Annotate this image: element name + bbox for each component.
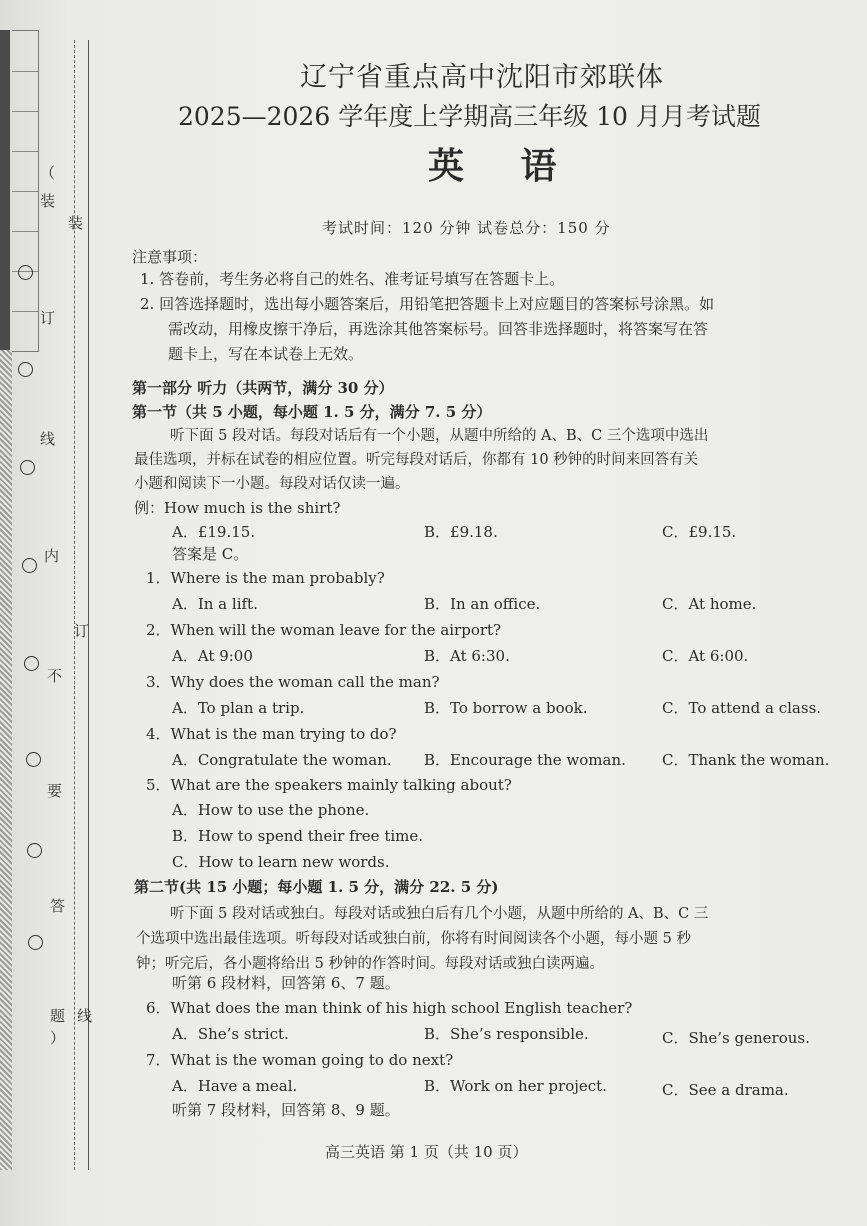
binding-solid-line: [88, 40, 89, 1170]
binding-hole-icon: [18, 362, 33, 377]
notice-item: 需改动，用橡皮擦干净后，再选涂其他答案标号。回答非选择题时，将答案写在答: [168, 320, 709, 338]
binding-hole-icon: [22, 558, 37, 573]
notice-heading: 注意事项：: [132, 248, 208, 266]
binding-char: 线: [40, 430, 56, 448]
question: 3．Why does the woman call the man?: [146, 673, 440, 691]
binding-char: 装: [68, 214, 84, 232]
notice-item: 题卡上，写在本试卷上无效。: [168, 345, 364, 363]
example-answer: 答案是 C。: [172, 545, 249, 563]
notice-item: 1. 答卷前，考生务必将自己的姓名、准考证号填写在答题卡上。: [140, 270, 565, 288]
section-intro: 最佳选项，并标在试卷的相应位置。听完每段对话后，你都有 10 秒钟的时间来回答有关: [134, 452, 699, 468]
option-a: A．To plan a trip.: [172, 699, 305, 717]
option-a: A．In a lift.: [172, 595, 258, 613]
subject-title: 英 语: [428, 145, 579, 187]
option-a: A．£19.15.: [172, 523, 256, 541]
section-heading: 第二节(共 15 小题；每小题 1. 5 分，满分 22. 5 分): [134, 878, 499, 896]
option-c: C．How to learn new words.: [172, 853, 390, 871]
binding-char: （: [40, 164, 56, 182]
question: 7．What is the woman going to do next?: [146, 1051, 454, 1069]
option-c: C．To attend a class.: [662, 699, 822, 717]
option-a: A．At 9:00: [172, 647, 253, 665]
question: 1．Where is the man probably?: [146, 569, 385, 587]
binding-char: 线: [77, 1007, 93, 1025]
section-intro: 听下面 5 段对话或独白。每段对话或独白后有几个小题，从题中所给的 A、B、C 三: [170, 906, 709, 922]
exam-title-line2: 2025—2026 学年度上学期高三年级 10 月月考试题: [178, 102, 761, 131]
section-heading: 第一节（共 5 小题，每小题 1. 5 分，满分 7. 5 分）: [132, 403, 492, 421]
option-b: B．Work on her project.: [424, 1077, 607, 1095]
binding-hole-icon: [20, 460, 35, 475]
option-a: A．She’s strict.: [172, 1025, 289, 1043]
option-c: C．She’s generous.: [662, 1029, 810, 1047]
binding-dashed-line: [74, 40, 75, 1170]
binding-hole-icon: [24, 656, 39, 671]
part-heading: 第一部分 听力（共两节，满分 30 分）: [132, 379, 394, 397]
option-a: A．Have a meal.: [172, 1077, 298, 1095]
option-a: A．Congratulate the woman.: [172, 751, 392, 769]
material-note: 听第 7 段材料，回答第 8、9 题。: [172, 1101, 400, 1119]
binding-char: 不: [47, 667, 63, 685]
question: 6．What does the man think of his high school English teacher?: [146, 999, 633, 1017]
binding-char: 答: [50, 897, 66, 915]
page-footer: 高三英语 第 1 页（共 10 页）: [325, 1143, 528, 1161]
question: 2．When will the woman leave for the airport?: [146, 621, 502, 639]
binding-char: ）: [50, 1029, 66, 1047]
binding-hole-icon: [27, 843, 42, 858]
question: 4．What is the man trying to do?: [146, 725, 397, 743]
example-question: 例：How much is the shirt?: [134, 499, 341, 517]
section-intro: 个选项中选出最佳选项。听每段对话或独白前，你将有时间阅读各个小题，每小题 5 秒: [136, 931, 691, 947]
binding-hole-icon: [18, 265, 33, 280]
section-intro: 听下面 5 段对话。每段对话后有一个小题，从题中所给的 A、B、C 三个选项中选出: [170, 428, 709, 444]
option-b: B．At 6:30.: [424, 647, 510, 665]
binding-hole-icon: [26, 752, 41, 767]
binding-hole-icon: [28, 935, 43, 950]
binding-char: 订: [74, 622, 90, 640]
option-c: C．Thank the woman.: [662, 751, 830, 769]
binding-grid: [12, 30, 39, 352]
option-a: A．How to use the phone.: [172, 801, 370, 819]
question: 5．What are the speakers mainly talking about?: [146, 776, 512, 794]
material-note: 听第 6 段材料，回答第 6、7 题。: [172, 974, 400, 992]
option-c: C．At 6:00.: [662, 647, 749, 665]
notice-item: 2. 回答选择题时，选出每小题答案后，用铅笔把答题卡上对应题目的答案标号涂黑。如: [140, 295, 715, 313]
section-intro: 钟；听完后，各小题将给出 5 秒钟的作答时间。每段对话或独白读两遍。: [136, 956, 604, 972]
option-c: C．£9.15.: [662, 523, 737, 541]
option-c: C．See a drama.: [662, 1081, 789, 1099]
binding-char: 订: [40, 309, 56, 327]
exam-title-line1: 辽宁省重点高中沈阳市郊联体: [300, 62, 664, 93]
section-intro: 小题和阅读下一小题。每段对话仅读一遍。: [134, 476, 410, 492]
binding-char: 内: [44, 547, 60, 565]
option-c: C．At home.: [662, 595, 757, 613]
binding-char: 要: [47, 782, 63, 800]
option-b: B．To borrow a book.: [424, 699, 588, 717]
option-b: B．She’s responsible.: [424, 1025, 589, 1043]
binding-char: 题: [50, 1007, 66, 1025]
binding-char: 装: [40, 192, 56, 210]
binding-hatch: [0, 350, 12, 1170]
exam-info: 考试时间：120 分钟 试卷总分：150 分: [322, 219, 611, 237]
option-b: B．In an office.: [424, 595, 541, 613]
option-b: B．£9.18.: [424, 523, 498, 541]
option-b: B．Encourage the woman.: [424, 751, 626, 769]
option-b: B．How to spend their free time.: [172, 827, 424, 845]
